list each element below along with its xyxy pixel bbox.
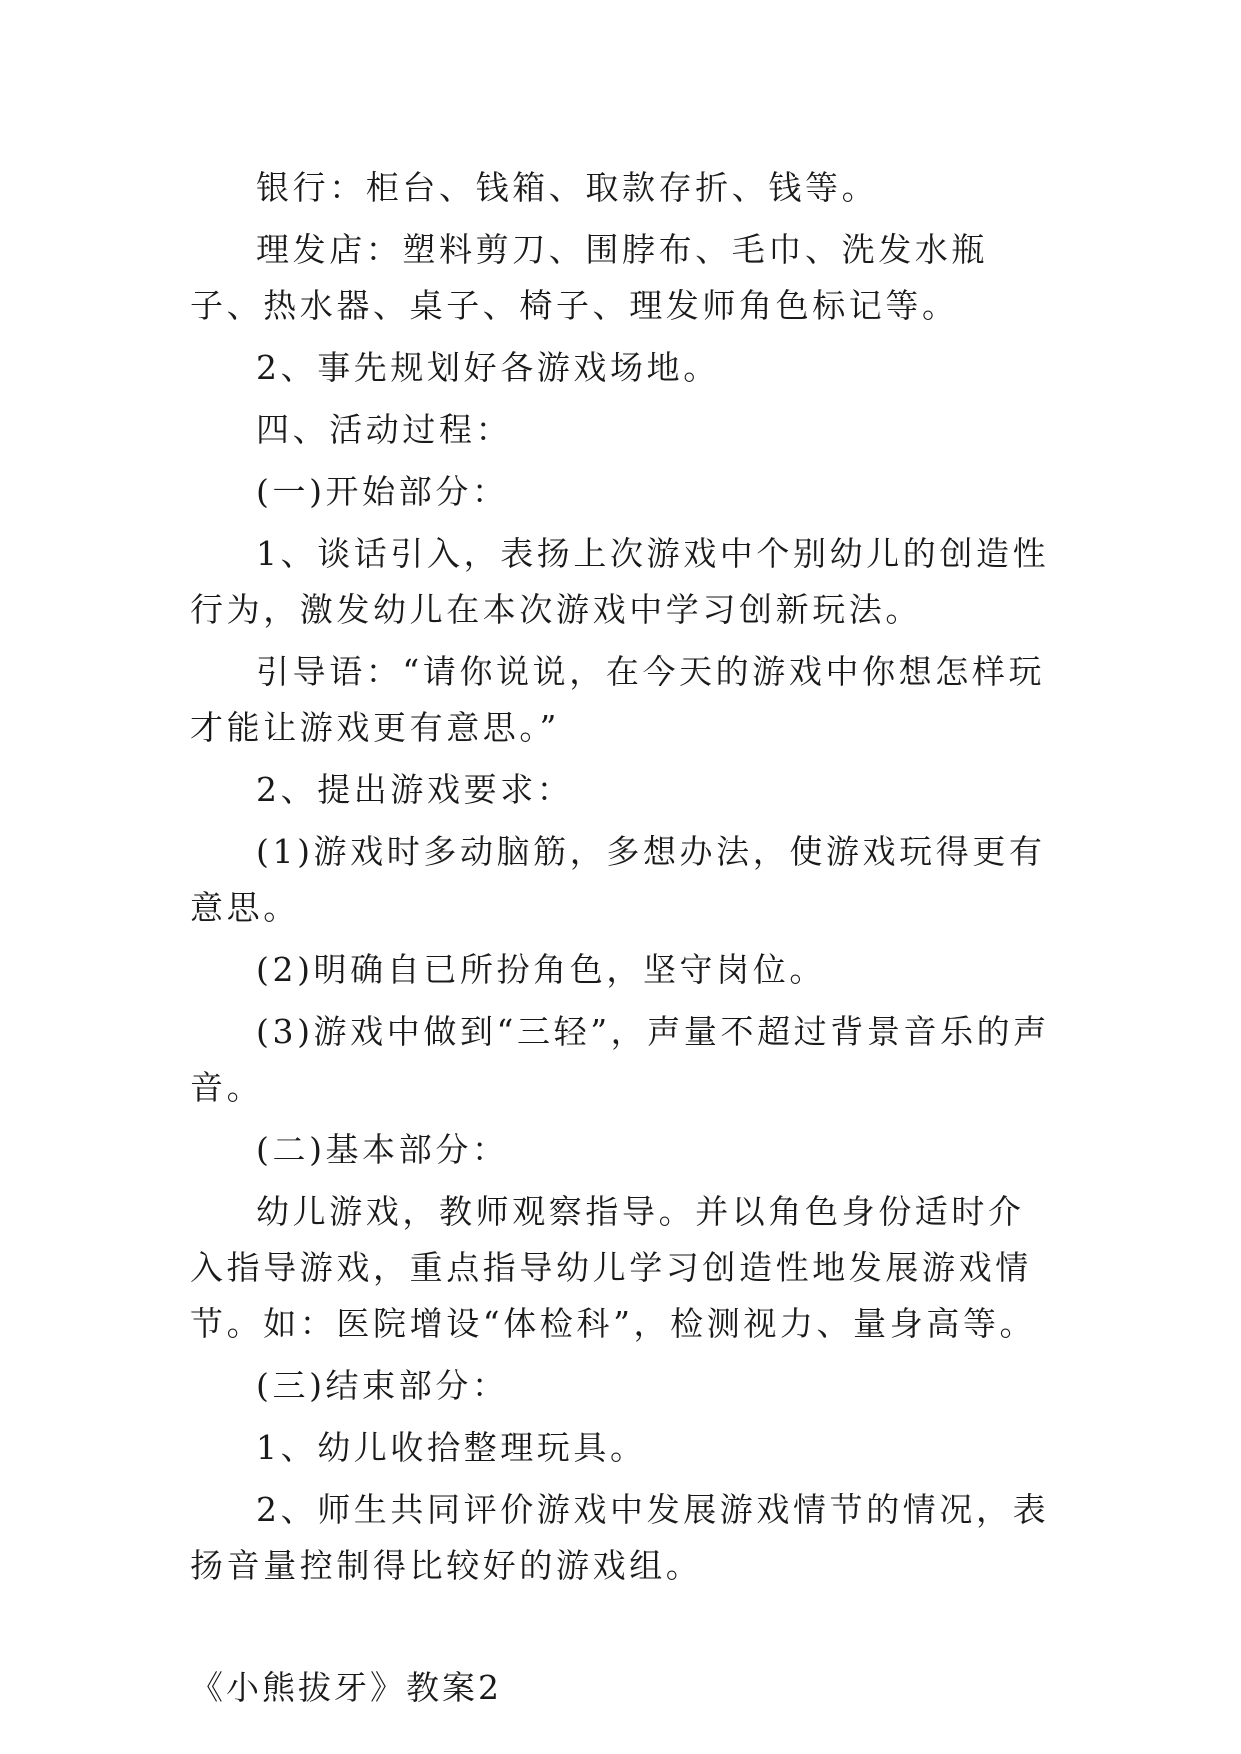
paragraph-bank: 银行：柜台、钱箱、取款存折、钱等。 bbox=[256, 168, 879, 207]
paragraph-plan-venues: 2、事先规划好各游戏场地。 bbox=[256, 348, 720, 387]
paragraph-evaluation: 2、师生共同评价游戏中发展游戏情节的情况，表扬音量控制得比较好的游戏组。 bbox=[190, 1490, 1050, 1585]
paragraph-guiding-words: 引导语：“请你说说，在今天的游戏中你想怎样玩才能让游戏更有意思。” bbox=[190, 652, 1046, 747]
requirement-item-3: (3)游戏中做到“三轻”，声量不超过背景音乐的声音。 bbox=[190, 1012, 1050, 1107]
requirement-item-2: (2)明确自已所扮角色，坚守岗位。 bbox=[256, 950, 826, 989]
section-heading-activity-process: 四、活动过程： bbox=[256, 410, 513, 449]
subheading-start: (一)开始部分： bbox=[256, 472, 509, 511]
subheading-basic: (二)基本部分： bbox=[256, 1130, 509, 1169]
requirement-item-1: (1)游戏时多动脑筋，多想办法，使游戏玩得更有意思。 bbox=[190, 832, 1046, 927]
subheading-end: (三)结束部分： bbox=[256, 1366, 509, 1405]
next-lesson-title: 《小熊拔牙》教案2 bbox=[190, 1668, 502, 1707]
paragraph-intro-talk: 1、谈话引入，表扬上次游戏中个别幼儿的创造性行为，激发幼儿在本次游戏中学习创新玩法。 bbox=[190, 534, 1050, 629]
paragraph-tidy-toys: 1、幼儿收拾整理玩具。 bbox=[256, 1428, 647, 1467]
document-body bbox=[190, 160, 1060, 1716]
paragraph-requirements: 2、提出游戏要求： bbox=[256, 770, 574, 809]
paragraph-children-play: 幼儿游戏，教师观察指导。并以角色身份适时介入指导游戏，重点指导幼儿学习创造性地发展游戏情节。如：医院增设“体检科”，检测视力、量身高等。 bbox=[190, 1192, 1037, 1343]
paragraph-barbershop: 理发店：塑料剪刀、围脖布、毛巾、洗发水瓶子、热水器、桌子、椅子、理发师角色标记等。 bbox=[190, 230, 988, 325]
